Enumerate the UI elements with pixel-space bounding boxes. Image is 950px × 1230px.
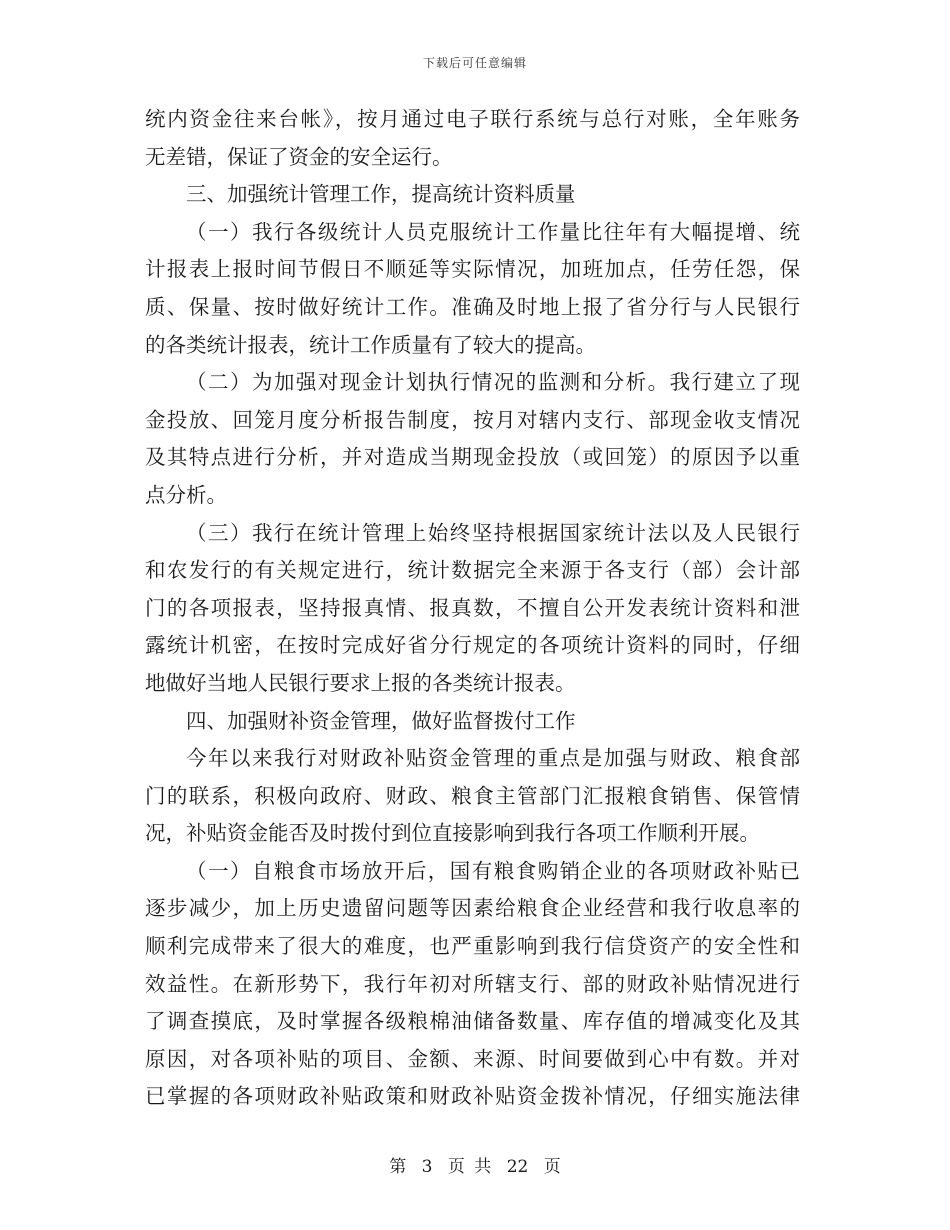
body-line: 露统计机密，在按时完成好省分行规定的各项统计资料的同时，仔细 (145, 633, 800, 658)
body-line: 金投放、回笼月度分析报告制度，按月对辖内支行、部现金收支情况 (145, 407, 800, 432)
total-page-count: 22 (506, 1157, 529, 1177)
page-number-footer (0, 1152, 950, 1177)
document-body (145, 101, 800, 1116)
body-line: 的各类统计报表，统计工作质量有了较大的提高。 (145, 332, 596, 357)
section-heading: 四、加强财补资金管理，做好监督拨付工作 (186, 708, 576, 733)
body-line: 和农发行的有关规定进行，统计数据完全来源于各支行（部）会计部 (145, 558, 800, 583)
body-line: 无差错，保证了资金的安全运行。 (145, 144, 453, 169)
section-heading: 三、加强统计管理工作，提高统计资料质量 (186, 182, 576, 207)
footer-prefix: 第 (389, 1157, 407, 1177)
body-line: 原因，对各项补贴的项目、金额、来源、时间要做到心中有数。并对 (145, 1046, 800, 1071)
footer-middle: 页 共 (447, 1157, 492, 1177)
body-line: 及其特点进行分析，并对造成当期现金投放（或回笼）的原因予以重 (145, 445, 800, 470)
body-line: 点分析。 (145, 482, 227, 507)
body-line: 统内资金往来台帐》，按月通过电子联行系统与总行对账，全年账务 (145, 107, 800, 131)
body-line: 门的联系，积极向政府、财政、粮食主管部门汇报粮食销售、保管情 (145, 783, 800, 808)
body-line: 今年以来我行对财政补贴资金管理的重点是加强与财政、粮食部 (186, 746, 800, 771)
body-line: 质、保量、按时做好统计工作。准确及时地上报了省分行与人民银行 (145, 294, 800, 319)
body-line: 效益性。在新形势下，我行年初对所辖支行、部的财政补贴情况进行 (145, 971, 800, 996)
body-line: （二）为加强对现金计划执行情况的监测和分析。我行建立了现 (186, 370, 800, 395)
current-page-number: 3 (421, 1157, 433, 1177)
body-line: 顺利完成带来了很大的难度，也严重影响到我行信贷资产的安全性和 (145, 934, 800, 959)
body-line: （一）我行各级统计人员克服统计工作量比往年有大幅提增、统 (186, 219, 800, 244)
body-line: 地做好当地人民银行要求上报的各类统计报表。 (145, 670, 576, 695)
body-line: 计报表上报时间节假日不顺延等实际情况，加班加点，任劳任怨，保 (145, 257, 800, 282)
body-line: （一）自粮食市场放开后，国有粮食购销企业的各项财政补贴已 (186, 858, 800, 883)
body-line: 了调查摸底，及时掌握各级粮棉油储备数量、库存值的增减变化及其 (145, 1009, 800, 1034)
body-line: 况，补贴资金能否及时拨付到位直接影响到我行各项工作顺利开展。 (145, 821, 760, 846)
body-line: （三）我行在统计管理上始终坚持根据国家统计法以及人民银行 (186, 520, 800, 545)
body-line: 逐步减少，加上历史遗留问题等因素给粮食企业经营和我行收息率的 (145, 896, 800, 921)
page-header-note: 下载后可任意编辑 (422, 56, 527, 70)
body-line: 已掌握的各项财政补贴政策和财政补贴资金拨补情况，仔细实施法律 (145, 1084, 800, 1109)
footer-suffix: 页 (543, 1157, 561, 1177)
body-line: 门的各项报表，坚持报真情、报真数，不擅自公开发表统计资料和泄 (145, 595, 800, 620)
